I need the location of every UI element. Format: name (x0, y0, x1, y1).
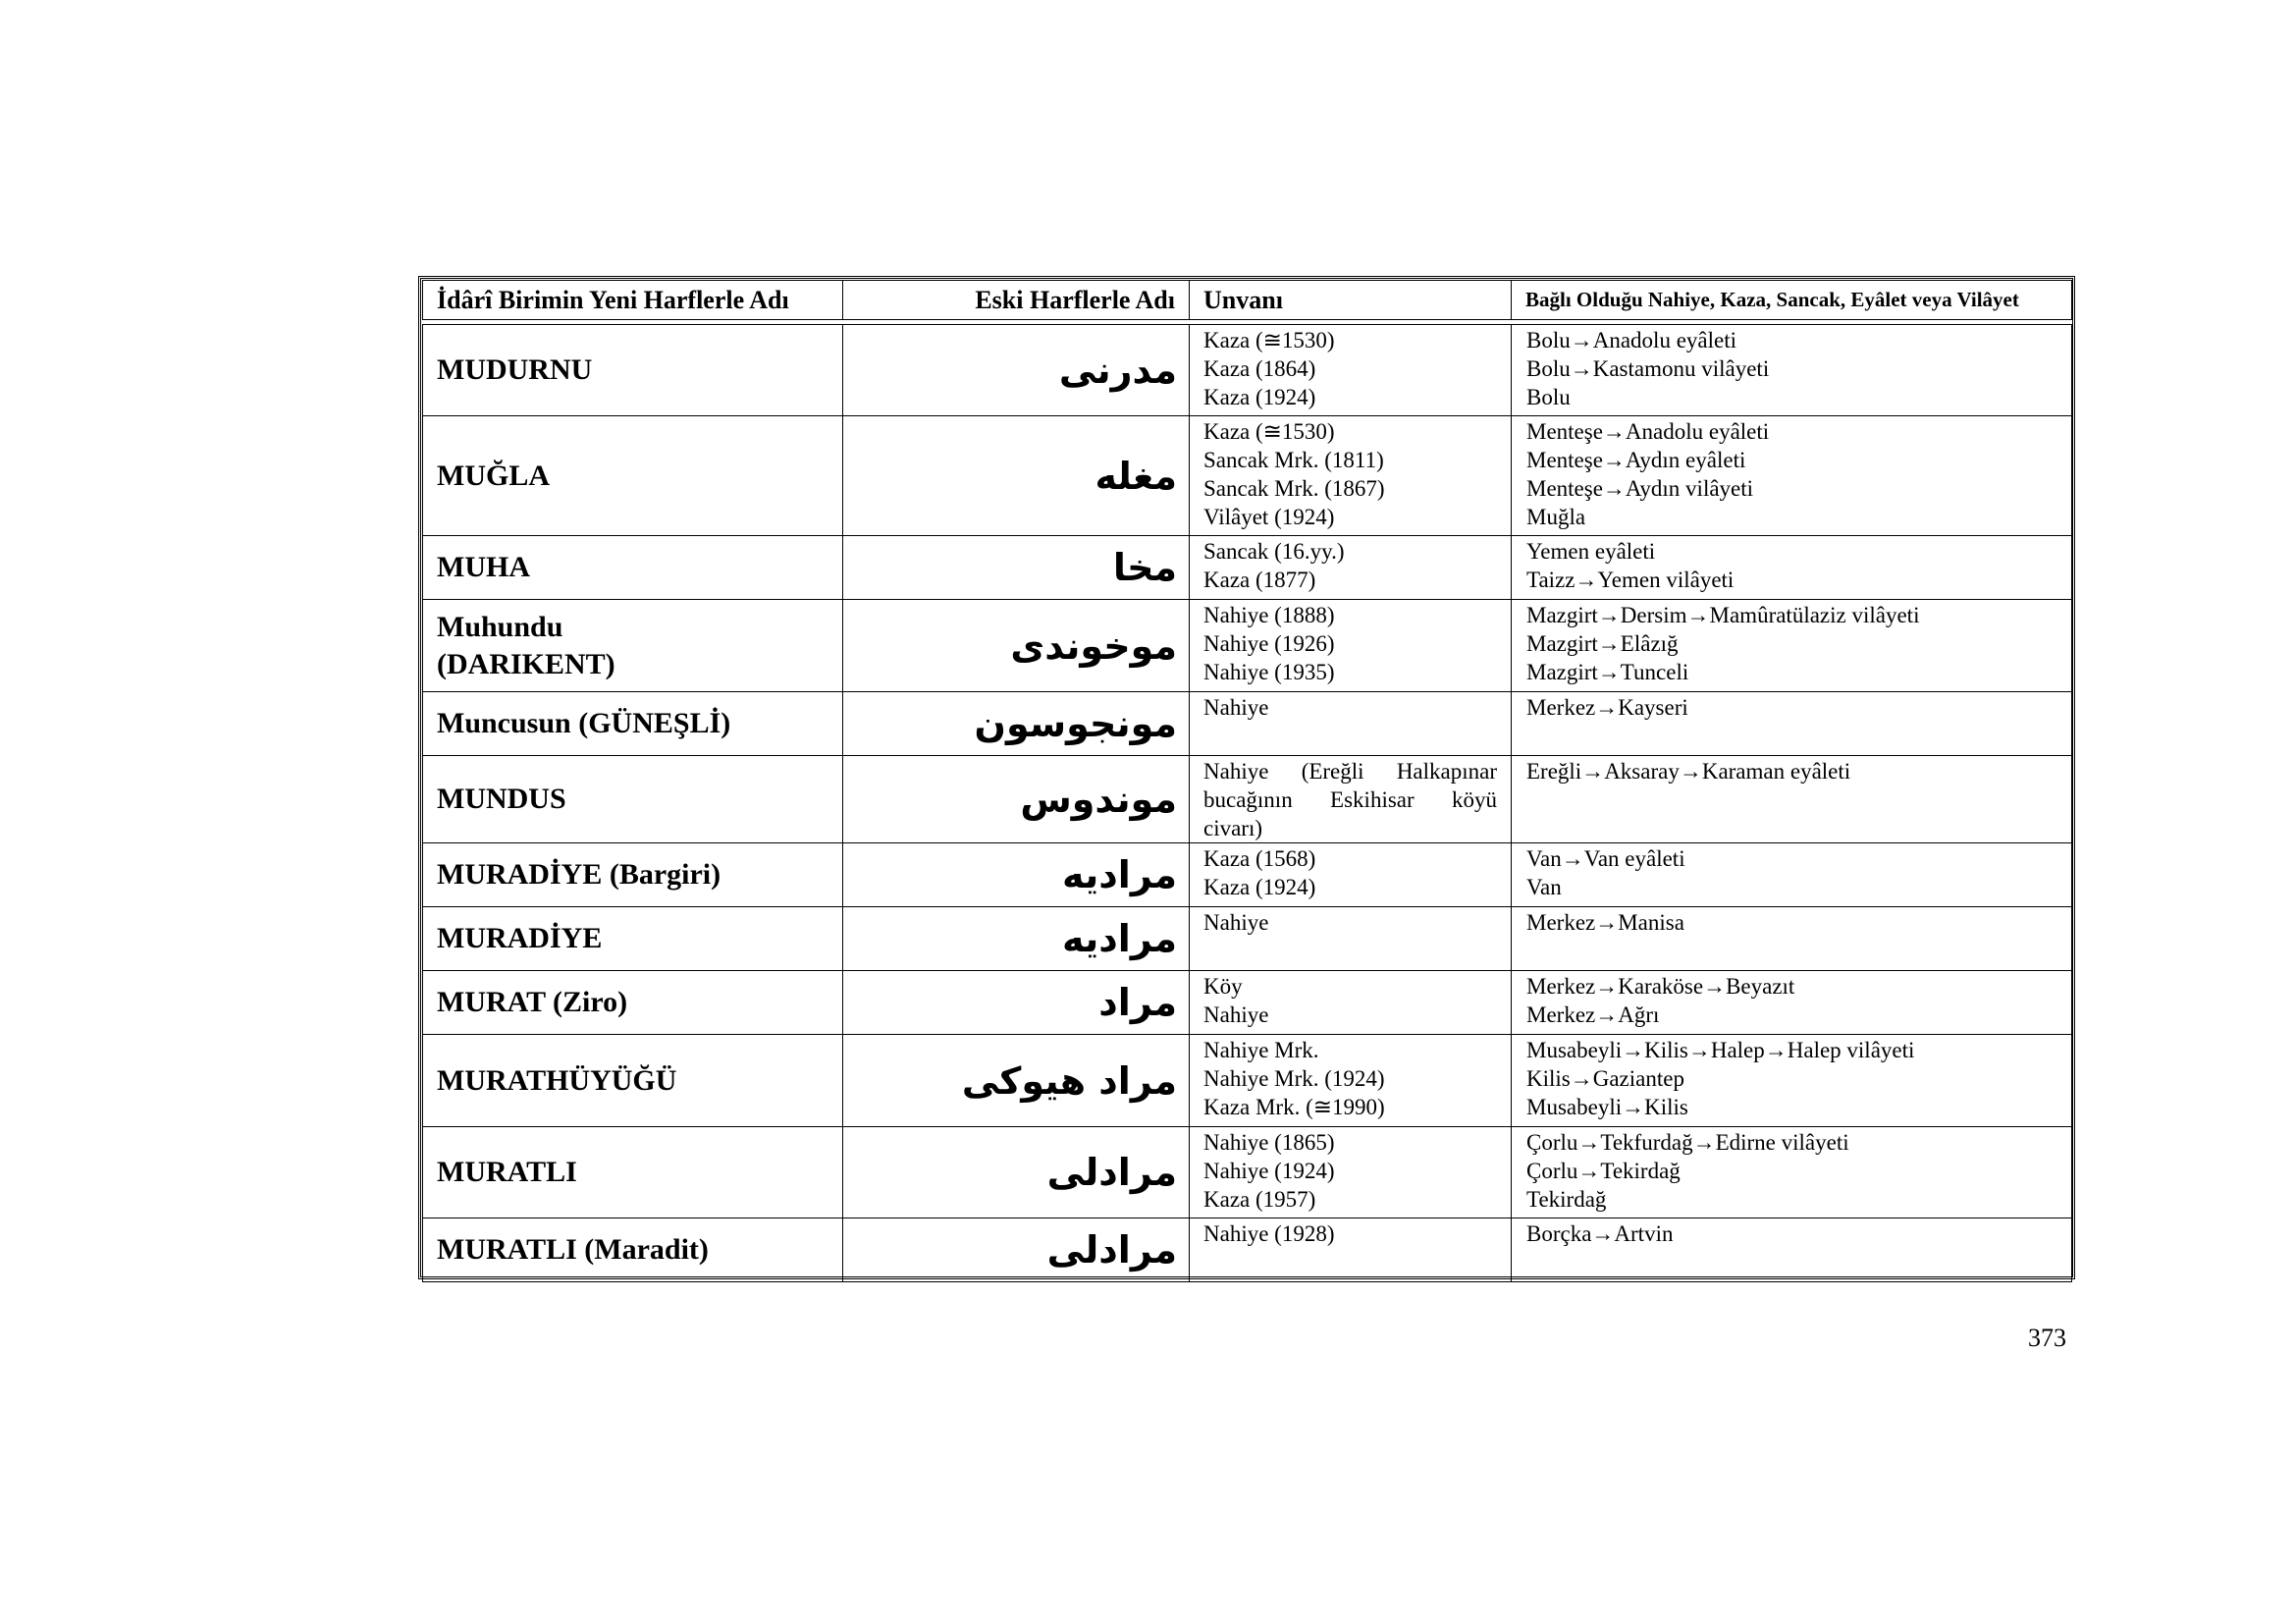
unvan-line: Nahiye Mrk. (1203, 1038, 1319, 1062)
unit-name: Muncusun (GÜNEŞLİ) (423, 692, 843, 756)
unvan-cell (1190, 756, 1512, 843)
unvan-line: Nahiye Mrk. (1924) (1203, 1066, 1385, 1091)
bagli-cell (1512, 907, 2072, 971)
unvan-cell (1190, 416, 1512, 536)
bagli-line: Çorlu→Tekfurdağ→Edirne vilâyeti (1526, 1130, 1849, 1155)
bagli-line: Mazgirt→Elâzığ (1526, 631, 1679, 656)
bagli-line: Merkez→Karaköse→Beyazıt (1526, 974, 1795, 999)
old-script-name: مراديه (843, 843, 1190, 907)
unvan-line: Nahiye (1926) (1203, 631, 1335, 656)
unit-name-line: (DARIKENT) (437, 647, 615, 680)
table-row (423, 325, 2072, 416)
unvan-line: Nahiye (1203, 1002, 1269, 1027)
unvan-cell (1190, 1035, 1512, 1127)
old-script-name: مغله (843, 416, 1190, 536)
bagli-line: Taizz→Yemen vilâyeti (1526, 568, 1735, 592)
table-row (423, 843, 2072, 907)
unvan-line: Sancak (16.yy.) (1203, 539, 1345, 564)
bagli-line: Merkez→Manisa (1526, 910, 1684, 935)
unvan-line: Nahiye (Ereğli Halkapınar bucağının Eskihisar köyü civarı) (1203, 759, 1497, 840)
bagli-line: Menteşe→Aydın eyâleti (1526, 448, 1746, 472)
unvan-line: Nahiye (1928) (1203, 1221, 1335, 1246)
bagli-line: Bolu (1526, 385, 1571, 409)
bagli-line: Merkez→Ağrı (1526, 1002, 1660, 1027)
bagli-line: Musabeyli→Kilis→Halep→Halep vilâyeti (1526, 1038, 1915, 1062)
old-script-name: مراد (843, 971, 1190, 1035)
table-row (423, 756, 2072, 843)
unvan-line: Kaza (1957) (1203, 1187, 1316, 1212)
unvan-line: Kaza Mrk. (≅1990) (1203, 1095, 1385, 1119)
bagli-line: Mazgirt→Tunceli (1526, 660, 1689, 684)
unit-name: MURADİYE (423, 907, 843, 971)
unvan-cell (1190, 1127, 1512, 1218)
unvan-line: Kaza (1924) (1203, 385, 1316, 409)
unit-name (423, 600, 843, 692)
unvan-line: Nahiye (1865) (1203, 1130, 1335, 1155)
unvan-line: Kaza (≅1530) (1203, 328, 1335, 352)
unit-name: MUNDUS (423, 756, 843, 843)
page-number: 373 (2028, 1324, 2066, 1352)
bagli-line: Menteşe→Aydın vilâyeti (1526, 476, 1754, 501)
unvan-line: Nahiye (1924) (1203, 1159, 1335, 1183)
unvan-line: Kaza (1864) (1203, 356, 1316, 381)
bagli-cell (1512, 1035, 2072, 1127)
unit-name-line: Muhundu (437, 611, 563, 643)
unit-name: MUDURNU (423, 325, 843, 416)
unvan-cell (1190, 325, 1512, 416)
bagli-line: Van→Van eyâleti (1526, 846, 1685, 871)
bagli-cell (1512, 536, 2072, 600)
table-row (423, 1127, 2072, 1218)
table-row (423, 971, 2072, 1035)
bagli-line: Yemen eyâleti (1526, 539, 1656, 564)
old-script-name: مرادلى (843, 1127, 1190, 1218)
unvan-line: Nahiye (1935) (1203, 660, 1335, 684)
bagli-line: Musabeyli→Kilis (1526, 1095, 1688, 1119)
unvan-cell (1190, 536, 1512, 600)
unit-name: MURADİYE (Bargiri) (423, 843, 843, 907)
table-row (423, 600, 2072, 692)
bagli-cell (1512, 756, 2072, 843)
bagli-cell (1512, 843, 2072, 907)
bagli-line: Bolu→Anadolu eyâleti (1526, 328, 1736, 352)
bagli-cell (1512, 1218, 2072, 1282)
unit-name: MURATHÜYÜĞÜ (423, 1035, 843, 1127)
bagli-cell (1512, 416, 2072, 536)
bagli-line: Mazgirt→Dersim→Mamûratülaziz vilâyeti (1526, 603, 1920, 627)
unit-name: MUHA (423, 536, 843, 600)
unvan-line: Köy (1203, 974, 1243, 999)
old-script-name: مرادلى (843, 1218, 1190, 1282)
old-script-name: مراديه (843, 907, 1190, 971)
table-row (423, 416, 2072, 536)
unvan-cell (1190, 843, 1512, 907)
bagli-cell (1512, 692, 2072, 756)
bagli-line: Van (1526, 875, 1562, 899)
table-row (423, 1035, 2072, 1127)
unvan-line: Sancak Mrk. (1867) (1203, 476, 1385, 501)
table-row (423, 907, 2072, 971)
unvan-cell (1190, 692, 1512, 756)
unit-name: MURAT (Ziro) (423, 971, 843, 1035)
old-script-name: موندوس (843, 756, 1190, 843)
old-script-name: موخوندى (843, 600, 1190, 692)
column-header-yeni: İdârî Birimin Yeni Harflerle Adı (423, 281, 843, 320)
unvan-line: Kaza (≅1530) (1203, 419, 1335, 444)
bagli-line: Menteşe→Anadolu eyâleti (1526, 419, 1770, 444)
column-header-bagli: Bağlı Olduğu Nahiye, Kaza, Sancak, Eyâlet veya Vilâyet (1512, 281, 2072, 320)
data-table (422, 324, 2072, 1282)
column-header-unvan: Unvanı (1190, 281, 1512, 320)
unvan-line: Nahiye (1888) (1203, 603, 1335, 627)
old-script-name: مخا (843, 536, 1190, 600)
unvan-line: Nahiye (1203, 910, 1269, 935)
unit-name: MURATLI (Maradit) (423, 1218, 843, 1282)
table-row (423, 536, 2072, 600)
unvan-cell (1190, 907, 1512, 971)
bagli-line: Muğla (1526, 505, 1586, 529)
bagli-line: Merkez→Kayseri (1526, 695, 1688, 720)
bagli-line: Kilis→Gaziantep (1526, 1066, 1684, 1091)
column-header-eski: Eski Harflerle Adı (843, 281, 1190, 320)
unvan-line: Kaza (1877) (1203, 568, 1316, 592)
bagli-line: Çorlu→Tekirdağ (1526, 1159, 1681, 1183)
bagli-cell (1512, 1127, 2072, 1218)
unit-name: MURATLI (423, 1127, 843, 1218)
unvan-line: Kaza (1924) (1203, 875, 1316, 899)
header-row (423, 281, 2072, 320)
old-script-name: مدرنى (843, 325, 1190, 416)
unvan-line: Kaza (1568) (1203, 846, 1316, 871)
old-script-name: مونجوسون (843, 692, 1190, 756)
bagli-line: Bolu→Kastamonu vilâyeti (1526, 356, 1770, 381)
table-row (423, 1218, 2072, 1282)
unvan-cell (1190, 971, 1512, 1035)
bagli-line: Borçka→Artvin (1526, 1221, 1674, 1246)
table-header (422, 280, 2072, 320)
unvan-cell (1190, 600, 1512, 692)
bagli-cell (1512, 325, 2072, 416)
bagli-line: Tekirdağ (1526, 1187, 1607, 1212)
table-row (423, 692, 2072, 756)
unit-name: MUĞLA (423, 416, 843, 536)
unvan-cell (1190, 1218, 1512, 1282)
old-script-name: مراد هيوكى (843, 1035, 1190, 1127)
bagli-cell (1512, 600, 2072, 692)
bagli-line: Ereğli→Aksaray→Karaman eyâleti (1526, 759, 1851, 784)
bagli-cell (1512, 971, 2072, 1035)
unvan-line: Vilâyet (1924) (1203, 505, 1335, 529)
unvan-line: Sancak Mrk. (1811) (1203, 448, 1384, 472)
unvan-line: Nahiye (1203, 695, 1269, 720)
